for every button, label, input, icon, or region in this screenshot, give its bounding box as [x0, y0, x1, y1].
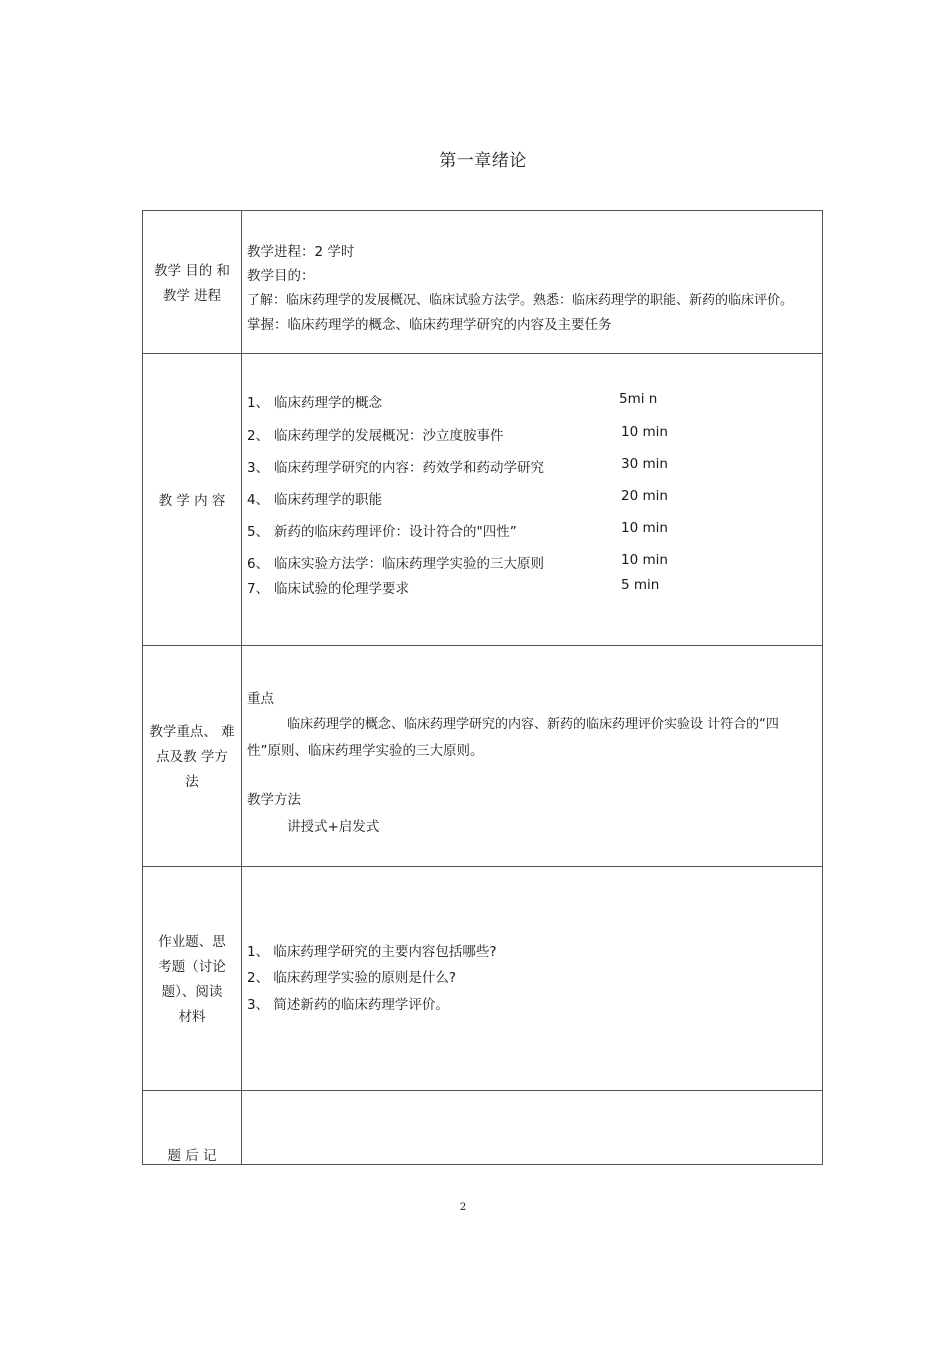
content-item-number: 1、	[247, 395, 270, 411]
content-item-number: 6、	[247, 556, 270, 572]
lesson-plan-table	[142, 210, 823, 1165]
label-line: 考题（讨论	[158, 959, 226, 975]
content-item-duration: 5 min	[621, 577, 660, 593]
label-line: 教学重点、 难	[149, 724, 235, 740]
label-line: 点及教 学方	[156, 749, 228, 765]
row-label-postscript: 题 后 记	[167, 1148, 217, 1164]
homework-question-2: 2、 临床药理学实验的原则是什么?	[247, 970, 457, 986]
content-item-number: 3、	[247, 460, 270, 476]
content-item-text: 临床药理学的职能	[274, 492, 382, 508]
content-item-text: 临床实验方法学：临床药理学实验的三大原则	[274, 556, 544, 572]
homework-question-3: 3、 简述新药的临床药理学评价。	[247, 997, 449, 1013]
focus-text-line2: 性”原则、临床药理学实验的三大原则。	[247, 743, 484, 759]
focus-text-line1: 临床药理学的概念、临床药理学研究的内容、新药的临床药理评价实验设 计符合的“四	[287, 717, 779, 732]
content-item-duration: 20 min	[621, 488, 668, 504]
row-label-objectives	[143, 259, 241, 309]
row-divider	[143, 353, 822, 354]
content-item-duration: 5mi n	[619, 391, 658, 407]
label-line: 教学 进程	[162, 288, 222, 304]
row-divider	[143, 866, 822, 867]
content-item-number: 2、	[247, 428, 270, 444]
content-item-text: 临床药理学的概念	[274, 395, 382, 411]
row-label-content: 教 学 内 容	[158, 493, 226, 509]
content-item-duration: 10 min	[621, 520, 668, 536]
homework-question-1: 1、 临床药理学研究的主要内容包括哪些?	[247, 944, 497, 960]
content-item-text: 新药的临床药理评价：设计符合的"四性”	[274, 524, 517, 540]
goal-understand: 了解：临床药理学的发展概况、临床试验方法学。熟悉：临床药理学的职能、新药的临床评价。	[247, 293, 794, 308]
row-label-keypoints	[143, 720, 241, 795]
label-line: 题）、阅读	[161, 984, 223, 1000]
content-item-text: 临床试验的伦理学要求	[274, 581, 409, 597]
row-divider	[143, 1090, 822, 1091]
row-label-homework	[143, 930, 241, 1030]
content-item-number: 7、	[247, 581, 270, 597]
label-line: 作业题、思	[158, 934, 226, 950]
goal-master: 掌握：临床药理学的概念、临床药理学研究的内容及主要任务	[247, 317, 612, 333]
method-heading: 教学方法	[247, 792, 301, 808]
content-item-number: 4、	[247, 492, 270, 508]
content-item-text: 临床药理学研究的内容：药效学和药动学研究	[274, 460, 544, 476]
goal-heading: 教学目的：	[247, 268, 315, 284]
focus-heading: 重点	[247, 691, 274, 707]
page-title: 第一章绪论	[439, 151, 527, 171]
content-item-text: 临床药理学的发展概况：沙立度胺事件	[274, 428, 504, 444]
label-line: 法	[185, 774, 199, 790]
content-item-duration: 10 min	[621, 424, 668, 440]
teaching-progress: 教学进程：2 学时	[247, 244, 355, 260]
row-divider	[143, 645, 822, 646]
content-item-duration: 10 min	[621, 552, 668, 568]
content-item-duration: 30 min	[621, 456, 668, 472]
page-number: 2	[459, 1202, 467, 1213]
label-line: 教学 目的 和	[153, 263, 231, 279]
content-item-number: 5、	[247, 524, 270, 540]
method-text: 讲授式+启发式	[287, 819, 380, 835]
label-line: 材料	[178, 1009, 206, 1025]
